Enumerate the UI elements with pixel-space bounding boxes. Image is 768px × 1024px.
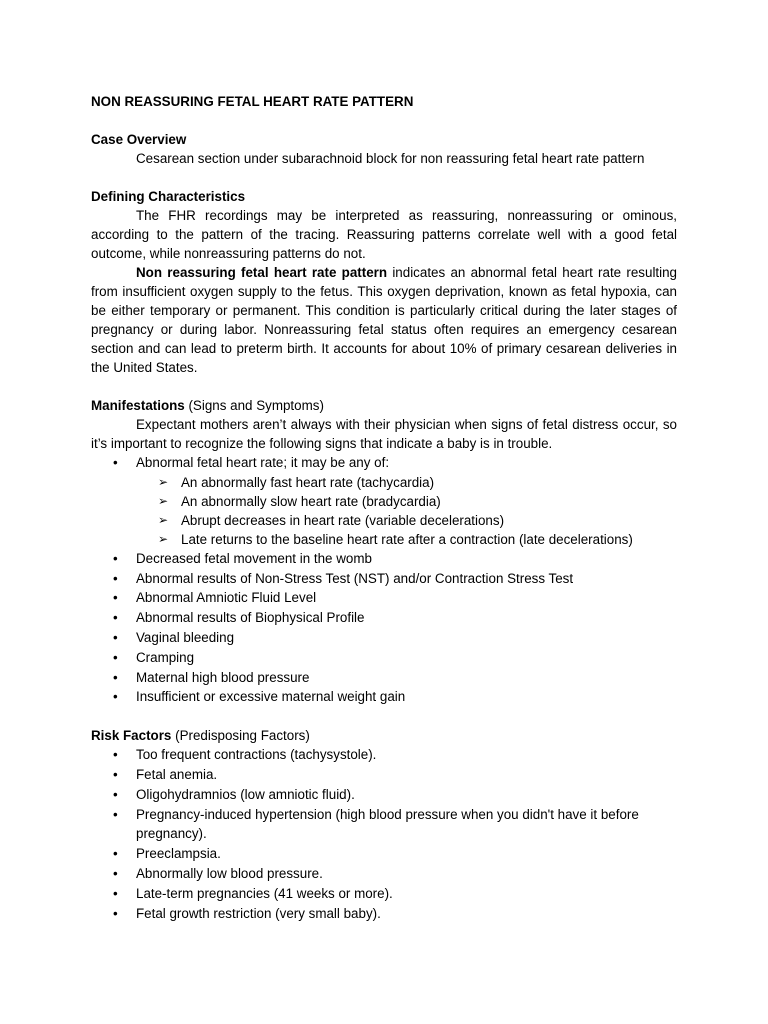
bullet-icon: • [113,689,118,705]
list-item-text: Too frequent contractions (tachysystole). [136,747,377,763]
defining-paragraph-2-bold: Non reassuring fetal heart rate pattern [136,265,388,280]
list-item [91,588,677,608]
bullet-icon: • [113,550,118,566]
manifestations-heading-suffix: (Signs and Symptoms) [184,398,324,413]
list-item-text: Vaginal bleeding [136,629,235,645]
list-item [91,745,677,765]
list-item [91,668,677,688]
list-item-text: Oligohydramnios (low amniotic fluid). [136,786,355,802]
bullet-icon: • [113,610,118,626]
bullet-icon: • [113,669,118,685]
list-item-text: Pregnancy-induced hypertension (high blood pressure when you didn't have it before pregnancy). [136,806,639,842]
defining-characteristics-heading [91,187,677,206]
risk-factors-list [91,745,677,923]
list-item-text: Abnormal fetal heart rate; it may be any of: [136,455,390,470]
manifestations-section [91,396,677,707]
bullet-icon: • [113,747,118,763]
list-item [91,844,677,864]
list-item-text: Insufficient or excessive maternal weight gain [136,689,406,705]
list-item [91,453,677,549]
list-item-text: Late-term pregnancies (41 weeks or more). [136,885,393,901]
list-item-text: Maternal high blood pressure [136,669,310,685]
arrow-bullet-icon: ➢ [158,512,169,527]
defining-paragraph-2 [91,263,677,377]
case-overview-heading [91,130,677,149]
list-item [91,608,677,628]
sub-list-item [136,530,677,549]
list-item-text: Fetal growth restriction (very small baby). [136,905,381,921]
manifestations-heading-text: Manifestations [91,398,185,413]
manifestations-intro: Expectant mothers aren’t always with their physician when signs of fetal distress occur, so it’s important to recognize the following signs that indicate a baby is in trouble. [91,417,677,451]
sub-list-item-text: An abnormally fast heart rate (tachycardia) [181,474,435,490]
sub-list-item [136,492,677,511]
list-item [91,628,677,648]
list-item [91,864,677,884]
risk-factors-heading-suffix: (Predisposing Factors) [171,728,310,744]
list-item-text: Abnormally low blood pressure. [136,865,323,881]
bullet-icon: • [113,766,118,782]
bullet-icon: • [113,649,118,665]
sub-list-item-text: Late returns to the baseline heart rate after a contraction (late decelerations) [181,531,633,547]
list-item-text: Fetal anemia. [136,766,218,782]
bullet-icon: • [113,806,118,822]
defining-characteristics-heading-text: Defining Characteristics [91,189,246,204]
list-item [91,648,677,668]
list-item [91,805,677,845]
bullet-icon: • [113,455,118,470]
bullet-icon: • [113,786,118,802]
case-overview-heading-text: Case Overview [91,132,187,147]
sub-list-item [136,473,677,492]
list-item-text: Cramping [136,649,195,665]
list-item-text: Abnormal results of Biophysical Profile [136,610,365,626]
arrow-bullet-icon: ➢ [158,531,169,546]
list-item-text: Decreased fetal movement in the womb [136,550,372,566]
defining-characteristics-section [91,187,677,377]
document-title: NON REASSURING FETAL HEART RATE PATTERN [91,94,414,109]
arrow-bullet-icon: ➢ [158,493,169,508]
bullet-icon: • [113,865,118,881]
sub-list-item [136,511,677,530]
defining-paragraph-2-rest: indicates an abnormal fetal heart rate resulting from insufficient oxygen supply to the fetus. This oxygen deprivation, known as fetal hypoxia, can be either temporary or permanent. This condition is particularly critical during the later stages of pregnancy or during labor. Nonreassuring fetal status often requires an emergency cesarean section and can lead to preterm birth. It accounts for about 10% of primary cesarean deliveries in the United States. [91,265,678,375]
risk-factors-heading [91,726,677,745]
list-item [91,785,677,805]
list-item [91,904,677,924]
bullet-icon: • [113,629,118,645]
arrow-bullet-icon: ➢ [158,474,169,489]
defining-paragraph-1: The FHR recordings may be interpreted as reassuring, nonreassuring or ominous, according to the pattern of the tracing. Reassuring patterns correlate well with a good fetal outcome, while nonreassuring patterns do not. [91,208,677,261]
list-item [91,549,677,569]
bullet-icon: • [113,570,118,586]
bullet-icon: • [113,590,118,606]
list-item [91,765,677,785]
document-page [91,92,677,942]
case-overview-section [91,130,677,168]
bullet-icon: • [113,905,118,921]
list-item [91,569,677,589]
bullet-icon: • [113,846,118,862]
sub-list-item-text: Abrupt decreases in heart rate (variable decelerations) [181,512,505,528]
risk-factors-section [91,726,677,923]
list-item [91,884,677,904]
manifestations-heading [91,396,677,415]
risk-factors-heading-text: Risk Factors [91,728,172,744]
list-item-text: Abnormal Amniotic Fluid Level [136,590,317,606]
list-item-text: Abnormal results of Non-Stress Test (NST) and/or Contraction Stress Test [136,570,574,586]
case-overview-text: Cesarean section under subarachnoid block for non reassuring fetal heart rate pattern [136,151,645,166]
manifestations-list [91,453,677,707]
bullet-icon: • [113,885,118,901]
sub-list-item-text: An abnormally slow heart rate (bradycardia) [181,493,441,509]
list-item-text: Preeclampsia. [136,846,221,862]
list-item [91,687,677,707]
heart-rate-sublist [136,473,677,549]
